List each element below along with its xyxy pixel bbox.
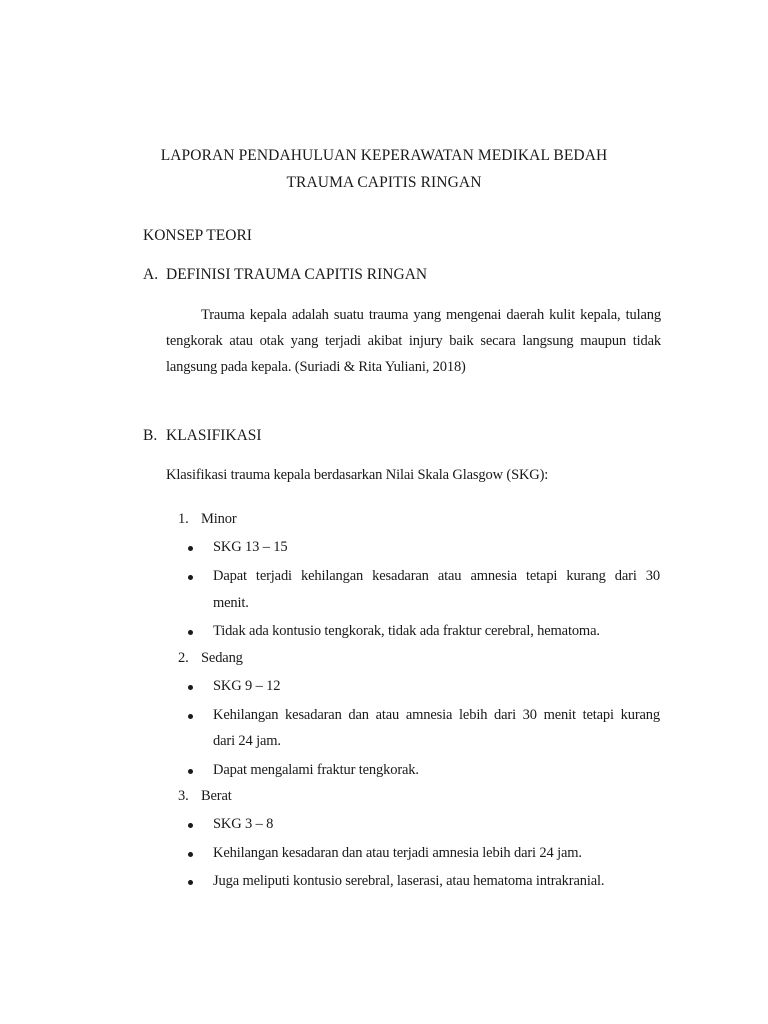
berat-bullet-2: Kehilangan kesadaran dan atau terjadi amnesia lebih dari 24 jam. bbox=[213, 845, 582, 861]
minor-bullet-1: SKG 13 – 15 bbox=[213, 539, 288, 555]
document-title-line1: LAPORAN PENDAHULUAN KEPERAWATAN MEDIKAL BEDAH bbox=[160, 147, 608, 164]
document-title-line2: TRAUMA CAPITIS RINGAN bbox=[286, 174, 482, 191]
section-a-label: A. bbox=[143, 266, 159, 283]
sedang-bullet-2-cont: dari 24 jam. bbox=[213, 733, 281, 749]
sedang-bullet-1: SKG 9 – 12 bbox=[213, 678, 281, 694]
section-b-heading: KLASIFIKASI bbox=[166, 427, 262, 444]
konsep-teori-heading: KONSEP TEORI bbox=[143, 227, 252, 244]
section-b-intro: Klasifikasi trauma kepala berdasarkan Nilai Skala Glasgow (SKG): bbox=[166, 467, 549, 483]
list-number-1: 1. bbox=[178, 511, 189, 527]
list-item-sedang: Sedang bbox=[201, 650, 243, 666]
minor-bullet-3: Tidak ada kontusio tengkorak, tidak ada fraktur cerebral, hematoma. bbox=[213, 623, 600, 639]
minor-bullet-2: Dapat terjadi kehilangan kesadaran atau amnesia tetapi kurang dari 30 bbox=[213, 568, 660, 584]
bullet-icon bbox=[188, 546, 193, 551]
bullet-icon bbox=[188, 769, 193, 774]
bullet-icon bbox=[188, 714, 193, 719]
bullet-icon bbox=[188, 685, 193, 690]
list-number-3: 3. bbox=[178, 788, 189, 804]
section-a-heading: DEFINISI TRAUMA CAPITIS RINGAN bbox=[166, 266, 428, 283]
sedang-bullet-2: Kehilangan kesadaran dan atau amnesia lebih dari 30 menit tetapi kurang bbox=[213, 707, 660, 723]
bullet-icon bbox=[188, 575, 193, 580]
minor-bullet-2-cont: menit. bbox=[213, 595, 249, 611]
sedang-bullet-3: Dapat mengalami fraktur tengkorak. bbox=[213, 762, 419, 778]
section-a-paragraph-line1: Trauma kepala adalah suatu trauma yang mengenai daerah kulit kepala, tulang bbox=[201, 307, 661, 323]
bullet-icon bbox=[188, 630, 193, 635]
section-b-label: B. bbox=[143, 427, 158, 444]
berat-bullet-3: Juga meliputi kontusio serebral, laserasi, atau hematoma intrakranial. bbox=[213, 873, 605, 889]
list-item-berat: Berat bbox=[201, 788, 232, 804]
list-item-minor: Minor bbox=[201, 511, 237, 527]
list-number-2: 2. bbox=[178, 650, 189, 666]
bullet-icon bbox=[188, 880, 193, 885]
bullet-icon bbox=[188, 852, 193, 857]
section-a-paragraph-line3: langsung pada kepala. (Suriadi & Rita Yuliani, 2018) bbox=[166, 359, 466, 375]
section-a-paragraph-line2: tengkorak atau otak yang terjadi akibat injury baik secara langsung maupun tidak bbox=[166, 333, 661, 349]
bullet-icon bbox=[188, 823, 193, 828]
berat-bullet-1: SKG 3 – 8 bbox=[213, 816, 274, 832]
